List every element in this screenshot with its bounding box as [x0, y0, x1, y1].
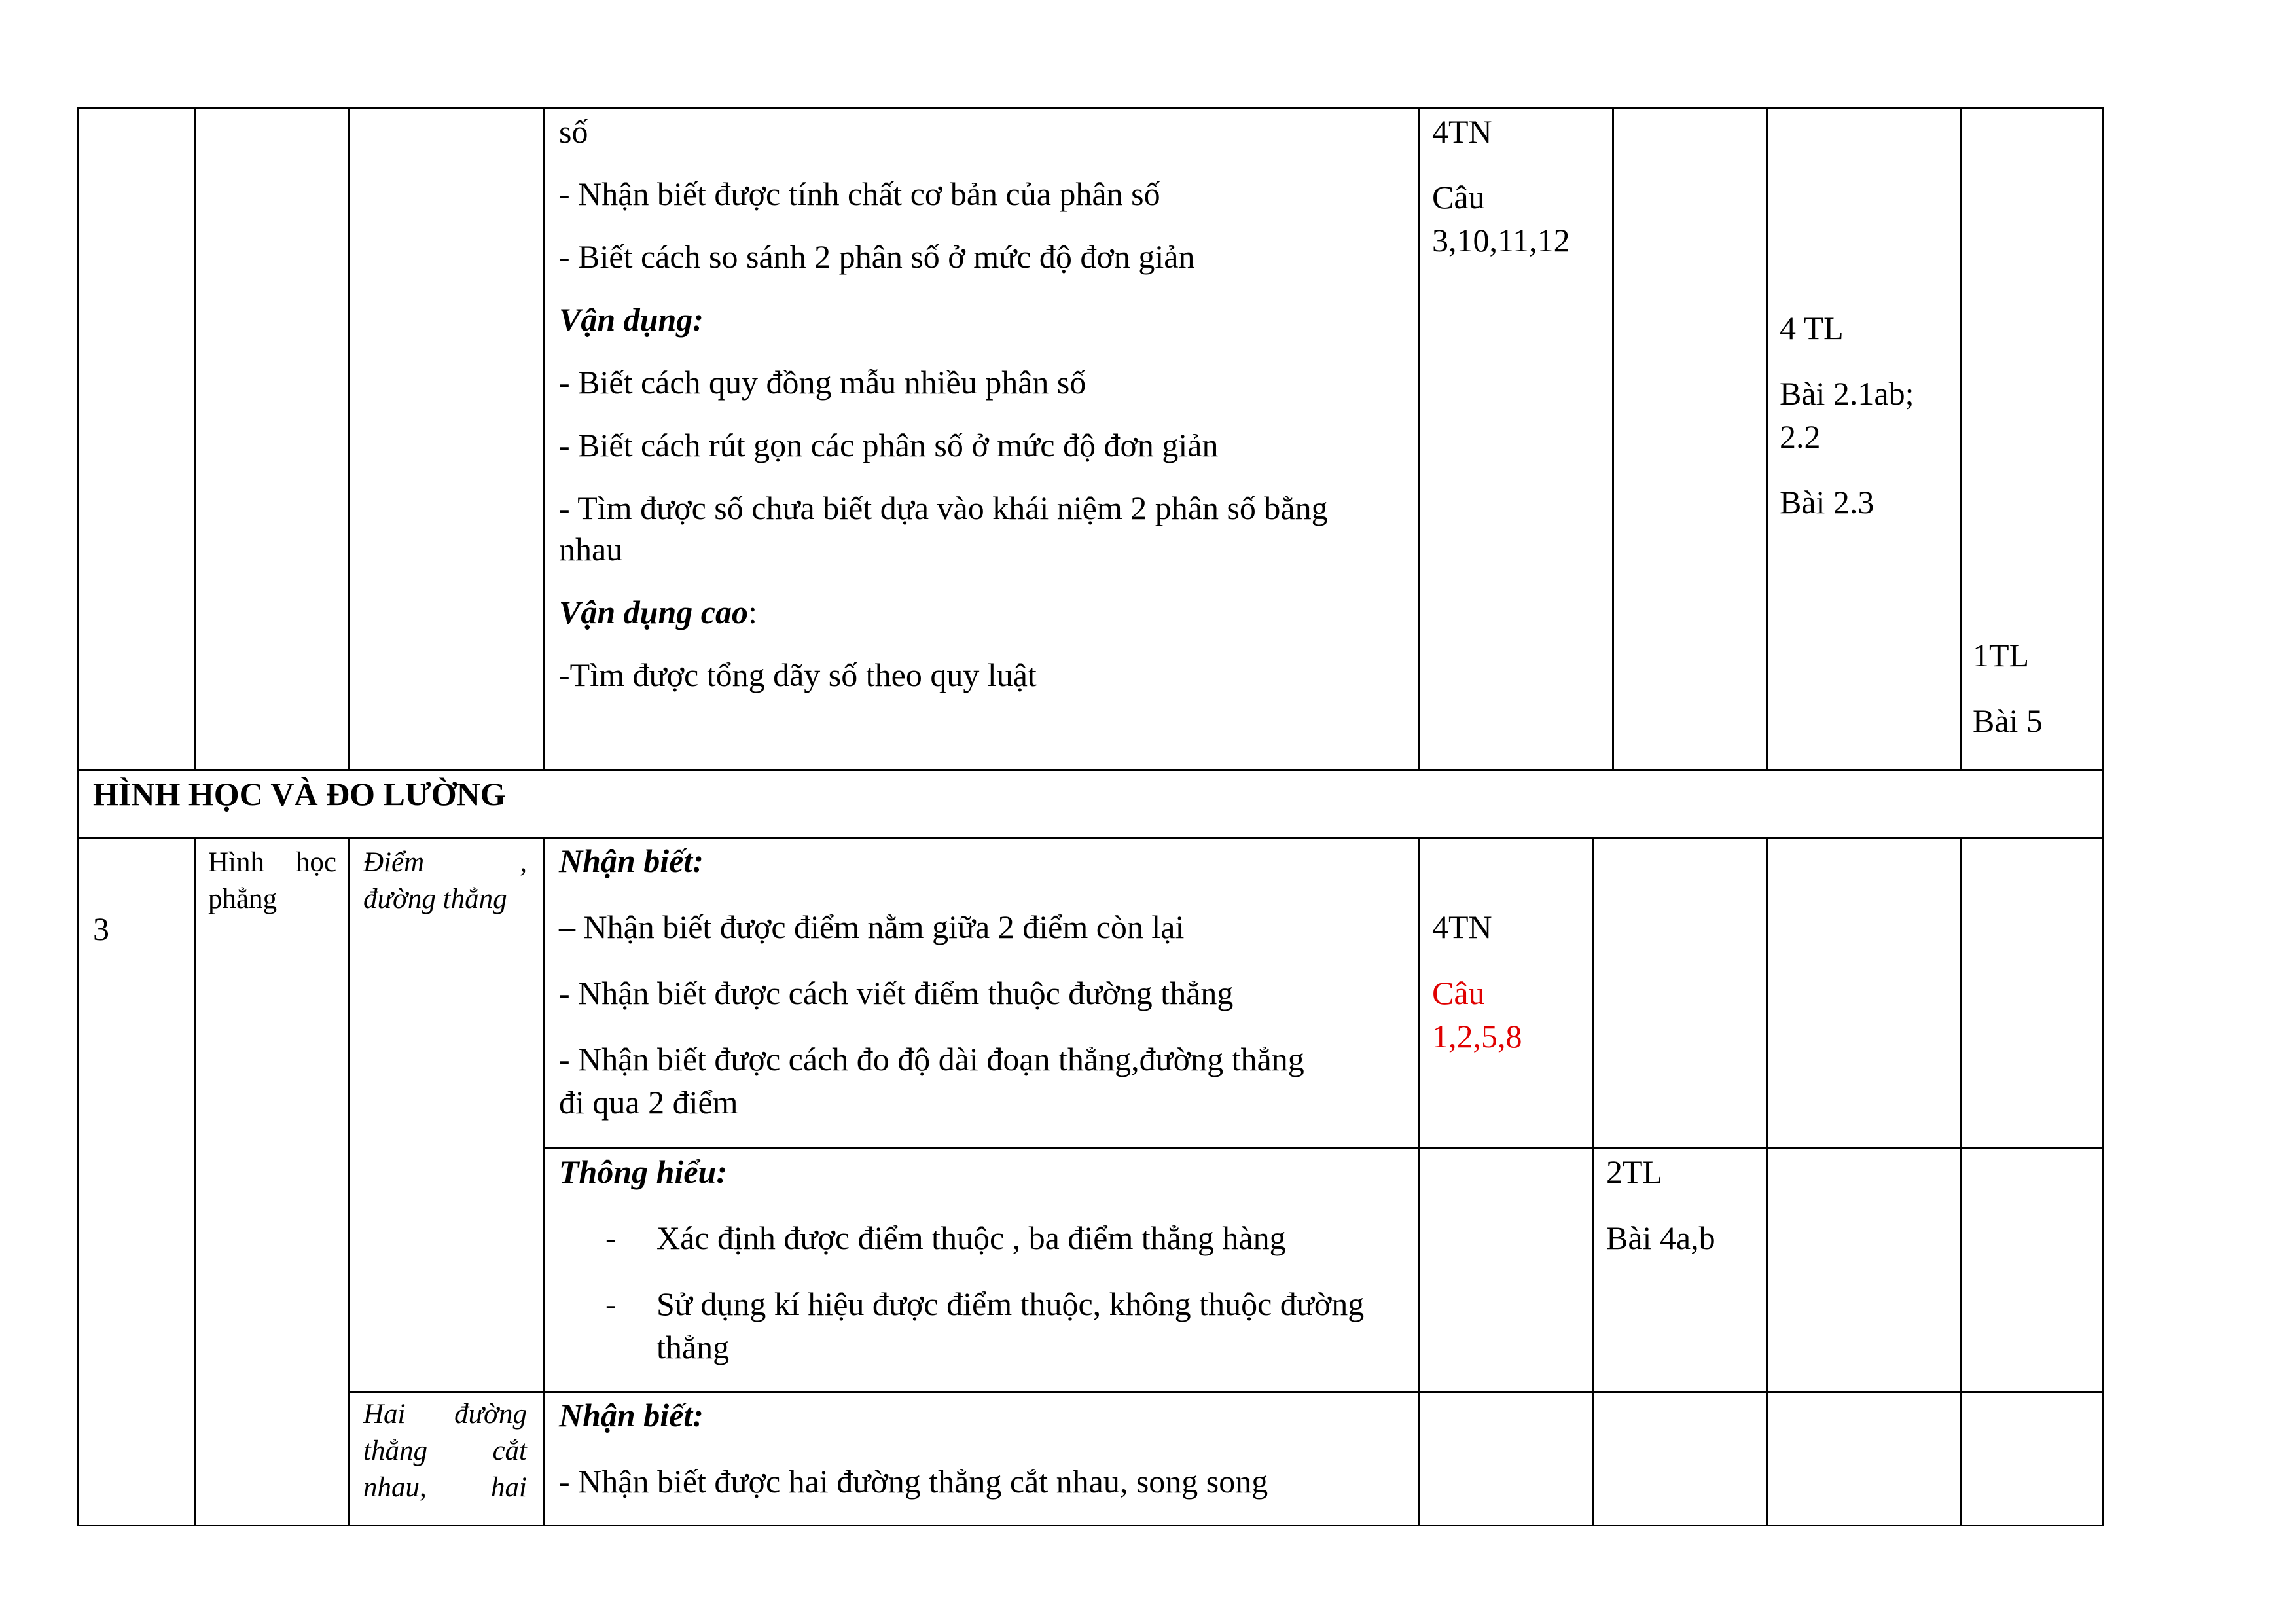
nb-count: 4TN	[1432, 113, 1492, 150]
content-line: - Nhận biết được tính chất cơ bản của phân số	[559, 175, 1160, 212]
nb-question-label: Câu	[1432, 975, 1485, 1011]
nb-question-numbers: 3,10,11,12	[1432, 222, 1570, 259]
bullet-marker: -	[605, 1286, 617, 1322]
level-heading-thong-hieu: Thông hiểu:	[559, 1153, 728, 1190]
grid-line	[1612, 107, 1614, 771]
unit-word: đường thẳng	[363, 884, 507, 914]
grid-line	[77, 107, 79, 771]
table-top-border	[77, 107, 2104, 109]
section-header-bottom-border	[77, 837, 2104, 839]
vd-count: 4 TL	[1780, 310, 1844, 346]
th-count: 2TL	[1606, 1153, 1663, 1190]
content-line: - Tìm được số chưa biết dựa vào khái niệm 2 phân số bằng	[559, 490, 1328, 526]
grid-line	[1960, 107, 1962, 771]
content-line: - Nhận biết được cách viết điểm thuộc đường thẳng	[559, 975, 1234, 1011]
topic-word: phẳng	[208, 884, 278, 914]
grid-line	[194, 837, 196, 1526]
content-line: thẳng	[656, 1329, 730, 1365]
unit-line: thẳng cắt	[363, 1435, 527, 1466]
bullet-marker: -	[605, 1219, 617, 1256]
level-heading-nhan-biet: Nhận biết:	[559, 842, 704, 879]
content-line: nhau	[559, 531, 623, 568]
grid-line	[2102, 769, 2104, 839]
unit-cell-diem	[363, 844, 527, 918]
content-line: - Biết cách so sánh 2 phân số ở mức độ đơn giản	[559, 238, 1195, 275]
content-line: - Biết cách rút gọn các phân số ở mức độ đơn giản	[559, 427, 1219, 463]
level-heading-text: Vận dụng cao	[559, 594, 748, 630]
unit-word: Điểm	[363, 847, 425, 878]
grid-line	[348, 837, 350, 1526]
grid-line	[2102, 107, 2104, 771]
grid-line	[194, 107, 196, 771]
grid-line	[543, 107, 545, 771]
grid-line	[1592, 837, 1594, 1526]
unit-line: nhau, hai	[363, 1472, 527, 1503]
grid-line	[348, 107, 350, 771]
vd-question: 2.2	[1780, 418, 1821, 455]
content-line: đi qua 2 điểm	[559, 1084, 738, 1121]
unit-cell-hai-duong-thang	[363, 1396, 527, 1506]
table-bottom-border	[77, 1525, 2104, 1526]
unit-word: ,	[520, 847, 527, 878]
vdc-count: 1TL	[1973, 637, 2030, 674]
level-heading-colon: :	[747, 594, 757, 630]
vdc-question: Bài 5	[1973, 702, 2043, 739]
vd-question: Bài 2.1ab;	[1780, 375, 1914, 412]
section-a-bottom-border	[77, 769, 2104, 771]
content-line: - Biết cách quy đồng mẫu nhiều phân số	[559, 364, 1086, 401]
grid-line	[1766, 837, 1768, 1526]
grid-line	[1766, 107, 1768, 771]
topic-word: Hình	[208, 847, 264, 878]
level-heading-nhan-biet: Nhận biết:	[559, 1397, 704, 1434]
topic-cell	[208, 844, 336, 918]
level-heading-van-dung-cao	[559, 590, 757, 634]
grid-line	[77, 769, 79, 839]
content-line: -Tìm được tổng dãy số theo quy luật	[559, 657, 1037, 693]
unit-line: Hai đường	[363, 1399, 527, 1430]
grid-line	[77, 837, 79, 1526]
content-line: Sử dụng kí hiệu được điểm thuộc, không thuộc đường	[656, 1286, 1365, 1322]
content-line: số	[559, 113, 588, 150]
content-line: - Nhận biết được cách đo độ dài đoạn thẳng,đường thẳng	[559, 1041, 1304, 1077]
stt-number: 3	[93, 911, 109, 947]
grid-line	[1960, 837, 1962, 1526]
grid-line	[1418, 107, 1420, 771]
nb-count: 4TN	[1432, 909, 1492, 945]
nb-th-divider	[543, 1147, 2104, 1149]
nb-question-numbers: 1,2,5,8	[1432, 1018, 1522, 1055]
topic-word: học	[295, 847, 336, 878]
vd-question: Bài 2.3	[1780, 484, 1874, 520]
unit-divider	[348, 1391, 2104, 1393]
th-question: Bài 4a,b	[1606, 1219, 1715, 1256]
level-heading-van-dung: Vận dụng:	[559, 301, 704, 338]
grid-line	[1418, 837, 1420, 1526]
nb-question-label: Câu	[1432, 179, 1485, 215]
content-line: – Nhận biết được điểm nằm giữa 2 điểm còn lại	[559, 909, 1185, 945]
grid-line	[543, 837, 545, 1526]
content-line: - Nhận biết được hai đường thẳng cắt nhau, song song	[559, 1463, 1268, 1500]
section-header: HÌNH HỌC VÀ ĐO LƯỜNG	[93, 776, 506, 812]
grid-line	[2102, 837, 2104, 1526]
content-line: Xác định được điểm thuộc , ba điểm thẳng hàng	[656, 1219, 1286, 1256]
